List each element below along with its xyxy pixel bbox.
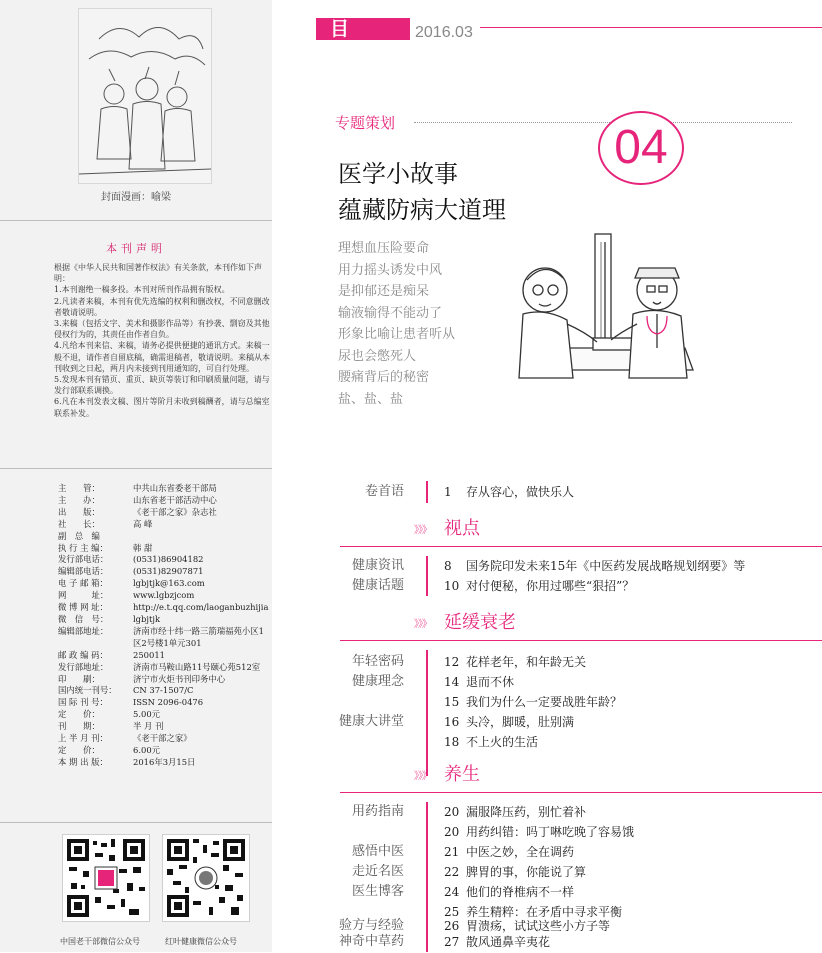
masthead-key: 网 址： — [58, 590, 109, 601]
toc-page: 21 — [444, 845, 460, 859]
toc-row[interactable] — [300, 801, 822, 823]
masthead-key: 刊 期： — [58, 721, 100, 732]
feature-item[interactable]: 用力摇头诱发中风 — [338, 262, 443, 278]
feature-page-number: 04 — [614, 121, 668, 174]
toc-header-box — [316, 18, 410, 62]
toc-page: 8 — [444, 559, 452, 573]
toc-page: 25 — [444, 905, 460, 919]
qr-label: 红叶健康微信公众号 — [165, 937, 237, 946]
triple-chevron-icon: 》》》 — [414, 619, 431, 630]
declaration-paragraph: 根据《中华人民共和国著作权法》有关条款，本刊作如下声明： — [54, 263, 262, 284]
toc-title: 国务院印发未来15年《中医药发展战略规划纲要》等 — [466, 559, 746, 573]
toc-title: 目 录 — [330, 18, 376, 62]
toc-title: 散风通鼻辛夷花 — [466, 935, 551, 949]
toc-page: 26 — [444, 919, 460, 933]
toc-row[interactable] — [300, 861, 822, 883]
toc-title: 用药纠错：吗丁啉吃晚了容易饿 — [466, 825, 635, 839]
toc-title: 他们的脊椎病不一样 — [466, 885, 575, 899]
masthead-key: 发行部地址： — [58, 661, 109, 672]
masthead-value: www.lgbzjcom — [133, 590, 195, 601]
masthead-value: 韩 甜 — [133, 542, 153, 553]
toc-category: 神奇中草药 — [338, 934, 404, 949]
masthead-value: http://e.t.qq.com/laoganbuzhijia — [133, 602, 269, 613]
toc-title: 养生精粹：在矛盾中寻求平衡 — [466, 905, 623, 919]
section-name: 视点 — [444, 518, 480, 539]
toc-row[interactable] — [300, 691, 822, 713]
masthead-key: 定 价： — [58, 744, 100, 755]
masthead-key: 主 办： — [58, 494, 100, 505]
masthead-value: 济南市经十纬一路三箭瑞福苑小区1区2号楼1单元301 — [133, 625, 264, 648]
section-rule — [340, 640, 822, 641]
toc-page: 10 — [444, 579, 460, 593]
toc-row[interactable] — [300, 555, 822, 577]
masthead — [58, 483, 272, 769]
triple-chevron-icon: 》》》 — [414, 771, 431, 782]
declaration-paragraph: 6.凡在本刊发表文稿、图片等阶月未收到稿酬者，请与总编室联系补发。 — [54, 397, 270, 418]
declaration-title: 本刊声明 — [106, 242, 166, 255]
masthead-key: 主 管： — [58, 483, 100, 493]
feature-page-circle[interactable] — [598, 111, 684, 185]
masthead-key: 微 信 号： — [58, 613, 109, 624]
toc-row[interactable] — [300, 841, 822, 863]
masthead-value: 《老干部之家》 — [133, 733, 192, 744]
toc-category: 年轻密码 — [351, 654, 404, 669]
section-rule — [340, 792, 822, 793]
qr-label: 中国老干部微信公众号 — [60, 937, 140, 946]
feature-item[interactable]: 理想血压险要命 — [338, 241, 430, 256]
feature-title-line: 蕴藏防病大道理 — [338, 196, 506, 224]
toc-category: 验方与经验 — [338, 918, 404, 933]
toc-page: 22 — [444, 865, 460, 879]
masthead-value: 济宁市火炬书刊印务中心 — [133, 673, 226, 684]
feature-title[interactable] — [338, 156, 506, 228]
cover-cartoon-image — [78, 8, 212, 184]
toc-row[interactable] — [300, 481, 822, 503]
toc-category: 健康话题 — [351, 578, 404, 593]
toc-row[interactable] — [300, 881, 822, 903]
issue-date: 2016.03 — [415, 24, 473, 41]
masthead-key: 出 版： — [58, 506, 100, 517]
masthead-value — [133, 531, 272, 543]
toc-page: 27 — [444, 935, 460, 949]
toc-category: 健康资讯 — [351, 558, 404, 573]
feature-item[interactable]: 输液输得不能动了 — [338, 305, 443, 321]
toc-page: 18 — [444, 735, 460, 749]
toc-title: 退而不休 — [466, 675, 515, 689]
masthead-value: 6.00元 — [133, 744, 161, 755]
masthead-key: 编辑部电话： — [58, 566, 109, 577]
toc-page: 14 — [444, 675, 460, 689]
toc-title: 不上火的生活 — [466, 735, 539, 749]
toc-vertical-rule — [426, 481, 428, 503]
masthead-key: 电 子 邮 箱： — [58, 578, 108, 589]
toc-row[interactable] — [300, 671, 822, 693]
toc-title: 花样老年，和年龄无关 — [466, 655, 587, 669]
toc-row[interactable] — [300, 651, 822, 673]
doctor-patient-illustration — [497, 228, 697, 410]
toc-category: 卷首语 — [364, 484, 404, 499]
toc-row[interactable] — [300, 931, 822, 953]
toc-title: 漏服降压药，别忙着补 — [466, 805, 587, 819]
masthead-key: 执 行 主 编： — [58, 542, 108, 553]
masthead-value: lgbjtjk@163.com — [133, 578, 205, 589]
toc-category: 健康大讲堂 — [338, 714, 404, 729]
feature-item[interactable]: 形象比喻让患者听从 — [338, 327, 456, 342]
masthead-key: 编辑部地址： — [58, 625, 109, 636]
masthead-value: 山东省老干部活动中心 — [133, 494, 217, 505]
toc-category: 健康理念 — [351, 674, 404, 689]
toc-title: 存从容心，做快乐人 — [466, 485, 575, 499]
divider — [0, 468, 272, 469]
masthead-key: 本 期 出 版： — [58, 756, 108, 767]
toc-page: 15 — [444, 695, 460, 709]
toc-page: 16 — [444, 715, 460, 729]
declaration-paragraph: 1.本刊谢绝一稿多投。本刊对所刊作品拥有版权。 — [54, 285, 230, 295]
toc-page: 20 — [444, 825, 460, 839]
masthead-value: (0531)86904182 — [133, 554, 204, 565]
masthead-key: 发行部电话： — [58, 554, 109, 565]
triple-chevron-icon: 》》》 — [414, 525, 431, 536]
declaration-paragraph: 3.来稿（包括文字、美术和摄影作品等）有抄袭、剽窃及其他侵权行为的，其责任由作者自负。 — [54, 319, 270, 340]
masthead-value: 2016年3月15日 — [133, 756, 196, 767]
qr-code-image — [162, 834, 250, 922]
masthead-value: 济南市马鞍山路11号颐心苑512室 — [133, 661, 261, 672]
toc-page: 20 — [444, 805, 460, 819]
divider — [0, 822, 272, 823]
declaration-paragraph: 2.凡读者来稿，本刊有优先选编的权利和删改权，不同意删改者敬请说明。 — [54, 296, 270, 317]
feature-item[interactable]: 尿也会憋死人 — [338, 348, 417, 364]
feature-item-list — [338, 238, 455, 410]
feature-title-line: 医学小故事 — [338, 160, 458, 188]
masthead-key: 国 际 刊 号： — [58, 697, 108, 708]
toc-category: 医生博客 — [351, 884, 404, 899]
qr-code-image — [62, 834, 150, 922]
toc-page: 24 — [444, 885, 460, 899]
declaration-paragraph: 4.凡给本刊来信、来稿，请务必提供便捷的通讯方式。来稿一般不退，请作者自留底稿，确需退稿者，敬请说明。来稿从本刊收到之日起，两月内未接到刊用通知的，可自行处理。 — [54, 341, 270, 373]
masthead-value: 半 月 刊 — [133, 721, 164, 732]
masthead-value: 5.00元 — [133, 709, 161, 720]
masthead-key: 国内统一刊号： — [58, 685, 117, 696]
feature-label: 专题策划 — [335, 114, 396, 132]
masthead-key: 上 半 月 刊： — [58, 733, 108, 744]
toc-row[interactable] — [300, 821, 822, 843]
masthead-key: 邮 政 编 码： — [58, 649, 108, 660]
masthead-key: 微 博 网 址： — [58, 602, 108, 613]
toc-category: 用药指南 — [351, 804, 404, 819]
toc-title: 对付便秘，你用过哪些“狠招”？ — [466, 579, 635, 593]
feature-item[interactable]: 是抑郁还是痴呆 — [338, 284, 430, 299]
cover-caption: 封面漫画：喻梁 — [101, 192, 171, 203]
masthead-value: 高 峰 — [133, 518, 153, 529]
feature-item[interactable]: 盐、盐、盐 — [338, 391, 404, 407]
masthead-value: 250011 — [133, 649, 165, 660]
toc-row[interactable] — [300, 731, 822, 753]
toc-category: 感悟中医 — [351, 844, 404, 859]
masthead-value: (0531)82907871 — [133, 566, 204, 577]
section-rule — [340, 546, 822, 547]
toc-page: 12 — [444, 655, 460, 669]
masthead-value: lgbjtjk — [133, 613, 161, 624]
toc-title: 胃溃疡，试试这些小方子等 — [466, 919, 611, 933]
toc-row[interactable] — [300, 711, 822, 733]
toc-title: 中医之妙，全在调药 — [466, 845, 575, 859]
masthead-key: 社 长： — [58, 518, 100, 529]
feature-item[interactable]: 腰痛背后的秘密 — [338, 370, 430, 385]
toc-page: 1 — [444, 485, 452, 499]
section-name: 养生 — [444, 764, 480, 785]
toc-title: 头冷，脚暖，肚别满 — [466, 715, 575, 729]
toc-category: 走近名医 — [351, 864, 404, 879]
divider — [0, 220, 272, 221]
declaration-paragraph: 5.发现本刊有错页、重页、缺页等装订和印刷质量问题，请与发行部联系调换。 — [54, 375, 270, 396]
masthead-value: 中共山东省委老干部局 — [133, 483, 217, 493]
toc-row[interactable] — [300, 575, 822, 597]
header-rule — [480, 27, 822, 28]
section-name: 延缓衰老 — [444, 612, 516, 633]
masthead-key: 定 价： — [58, 709, 100, 720]
toc-title: 脾胃的事，你能说了算 — [466, 865, 587, 879]
toc-title: 我们为什么一定要战胜年龄？ — [466, 695, 623, 709]
masthead-value: 《老干部之家》杂志社 — [133, 506, 217, 517]
masthead-key: 副 总 编 — [58, 530, 100, 541]
masthead-value: ISSN 2096-0476 — [133, 697, 204, 708]
declaration-body — [54, 262, 272, 419]
masthead-key: 印 刷： — [58, 673, 100, 684]
masthead-value: CN 37-1507/C — [133, 685, 194, 696]
